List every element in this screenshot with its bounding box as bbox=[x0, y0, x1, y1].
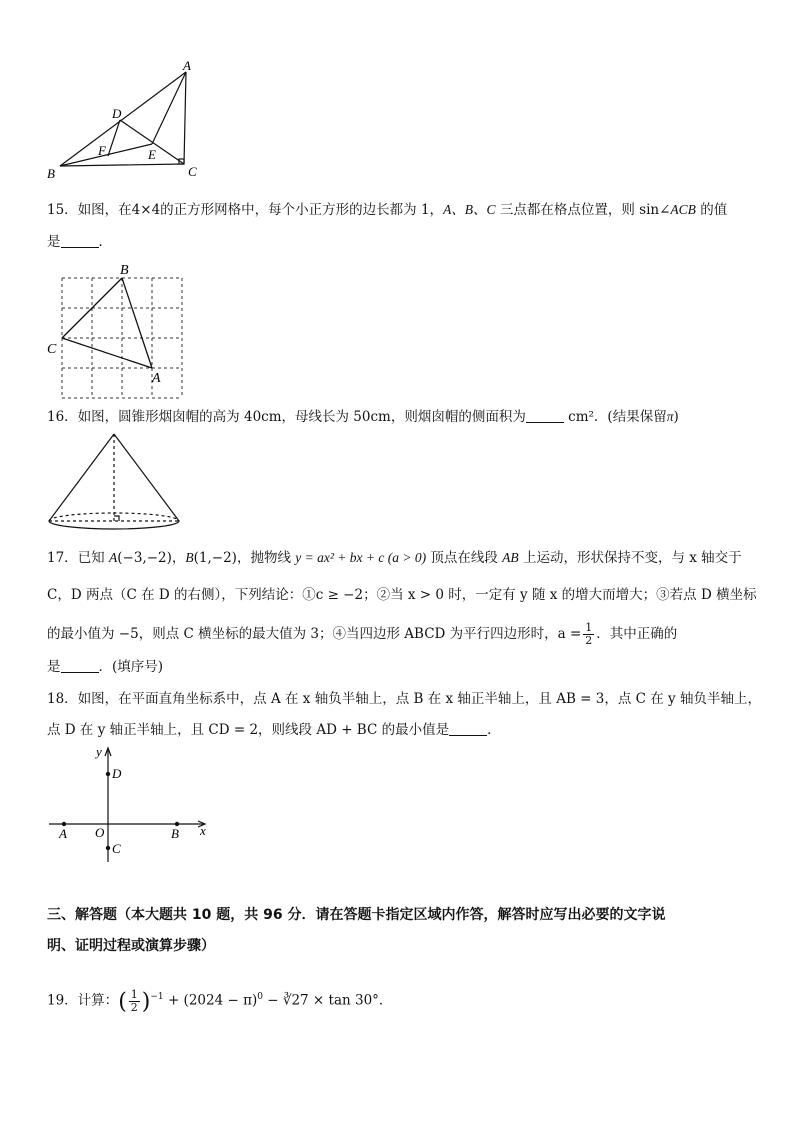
figure-q15-grid bbox=[44, 260, 194, 400]
q19-tail: − ∛27 × tan 30°． bbox=[262, 992, 393, 1009]
q17-point-B: B bbox=[185, 550, 194, 565]
q17-line4 bbox=[47, 658, 163, 676]
q19-term: + (2024 − π) bbox=[163, 992, 258, 1009]
q17-line2 bbox=[47, 586, 757, 604]
paren-open: ( bbox=[118, 989, 127, 1015]
q17-text-e: 上运动，形状保持不变，与 x 轴交于 bbox=[518, 550, 742, 566]
label-C: C bbox=[188, 164, 197, 179]
fraction-numerator: 1 bbox=[585, 621, 593, 634]
origin-label: O bbox=[95, 825, 105, 840]
label-A: A bbox=[183, 58, 191, 73]
label-D: D bbox=[112, 106, 122, 121]
fraction-denominator: 2 bbox=[130, 1000, 138, 1014]
q15-text-c: 三点都在格点位置，则 sin∠ bbox=[495, 202, 671, 218]
q18-line1 bbox=[47, 690, 761, 708]
section-3-heading-cont bbox=[47, 937, 215, 955]
q17-text-l3: 的最小值为 −5，则点 C 横坐标的最大值为 3；④当四边形 ABCD 为平行四边形时，a = bbox=[47, 626, 582, 642]
q17-equation: y = ax² + bx + c (a > 0) bbox=[295, 550, 427, 565]
answer-blank bbox=[526, 410, 564, 423]
exponent: −1 bbox=[150, 992, 164, 1002]
q15-line2-text: 是 bbox=[47, 234, 61, 250]
q19-line bbox=[47, 982, 392, 1018]
q17-line1 bbox=[47, 549, 742, 567]
label-E: E bbox=[148, 147, 156, 162]
q16-pi: π bbox=[666, 409, 674, 424]
q17-text: 已知 bbox=[77, 550, 109, 566]
q17-coord-B: (1,−2) bbox=[193, 550, 237, 566]
q15-line2 bbox=[47, 233, 112, 251]
grid-label-B: B bbox=[120, 263, 129, 278]
fraction-numerator: 1 bbox=[130, 987, 138, 1001]
q16-unit: cm²．(结果保留 bbox=[563, 409, 667, 425]
q17-segment: AB bbox=[502, 550, 519, 565]
q17-coord-A: (−3,−2) bbox=[117, 550, 172, 566]
q17-sep: ， bbox=[171, 550, 186, 566]
q16-text: 如图，圆锥形烟囱帽的高为 40cm，母线长为 50cm，则烟囱帽的侧面积为 bbox=[77, 409, 526, 425]
q15-line1 bbox=[47, 201, 727, 219]
fraction bbox=[583, 622, 594, 647]
q18-text-l2: 点 D 在 y 轴正半轴上，且 CD = 2，则线段 AD + BC 的最小值是 bbox=[47, 722, 450, 738]
exponent-zero: 0 bbox=[257, 992, 263, 1002]
answer-blank bbox=[61, 235, 99, 248]
q17-text-d: 顶点在线段 bbox=[426, 550, 503, 566]
q17-line3 bbox=[47, 620, 677, 648]
q15-points: A、B、C bbox=[443, 202, 496, 217]
q16-close: ) bbox=[673, 409, 679, 425]
section-3-heading bbox=[47, 906, 665, 924]
q15-end: ． bbox=[98, 234, 112, 250]
q16-line1 bbox=[47, 408, 679, 426]
section-3-line1: 三、解答题（本大题共 10 题，共 96 分．请在答题卡指定区域内作答，解答时应写出必要的文字说 bbox=[47, 907, 666, 923]
q17-text-l4: 是 bbox=[47, 659, 61, 675]
figure-q16-cone bbox=[44, 430, 184, 532]
axis-label-y: y bbox=[96, 744, 102, 759]
q17-text-l3b: ．其中正确的 bbox=[596, 626, 678, 642]
q17-point-A: A bbox=[108, 550, 118, 565]
q15-text: 如图，在4×4的正方形网格中，每个小正方形的边长都为 1， bbox=[77, 202, 444, 218]
q17-conclusions: C，D 两点（C 在 D 的右侧），下列结论：①c ≥ −2；②当 x > 0 时，一定有 y 随 x 的增大而增大；③若点 D 横坐标 bbox=[47, 587, 757, 603]
question-number: 18． bbox=[47, 691, 78, 707]
fraction-denominator: 2 bbox=[585, 634, 593, 647]
grid-label-C: C bbox=[47, 342, 57, 357]
answer-blank bbox=[449, 723, 487, 736]
figure-q14-triangle bbox=[40, 58, 220, 183]
grid-label-A: A bbox=[152, 371, 161, 386]
point-label-C: C bbox=[112, 841, 121, 856]
axis-label-x: x bbox=[200, 823, 206, 838]
q17-text-l4b: ．(填序号) bbox=[98, 659, 164, 675]
q18-line2 bbox=[47, 721, 501, 739]
label-F: F bbox=[98, 143, 106, 158]
q19-text: 19．计算： bbox=[47, 992, 119, 1009]
paren-close: ) bbox=[141, 989, 151, 1015]
q18-end: ． bbox=[487, 722, 501, 738]
point-label-B: B bbox=[171, 826, 179, 841]
label-B: B bbox=[47, 166, 55, 181]
q19-fraction bbox=[129, 989, 140, 1014]
q18-text: 如图，在平面直角坐标系中，点 A 在 x 轴负半轴上，点 B 在 x 轴正半轴上，且 AB = 3，点 C 在 y 轴负半轴上， bbox=[77, 691, 761, 707]
answer-blank bbox=[61, 660, 99, 673]
point-label-A: A bbox=[59, 826, 67, 841]
q17-text-c: ，抛物线 bbox=[236, 550, 296, 566]
figure-q18-axes bbox=[44, 742, 219, 867]
question-number: 15． bbox=[47, 202, 78, 218]
point-label-D: D bbox=[112, 766, 122, 781]
question-number: 16． bbox=[47, 409, 78, 425]
section-3-line2: 明、证明过程或演算步骤） bbox=[47, 938, 215, 954]
q15-angle: ACB bbox=[670, 202, 696, 217]
question-number: 17． bbox=[47, 550, 78, 566]
q15-text-e: 的值 bbox=[695, 202, 728, 218]
